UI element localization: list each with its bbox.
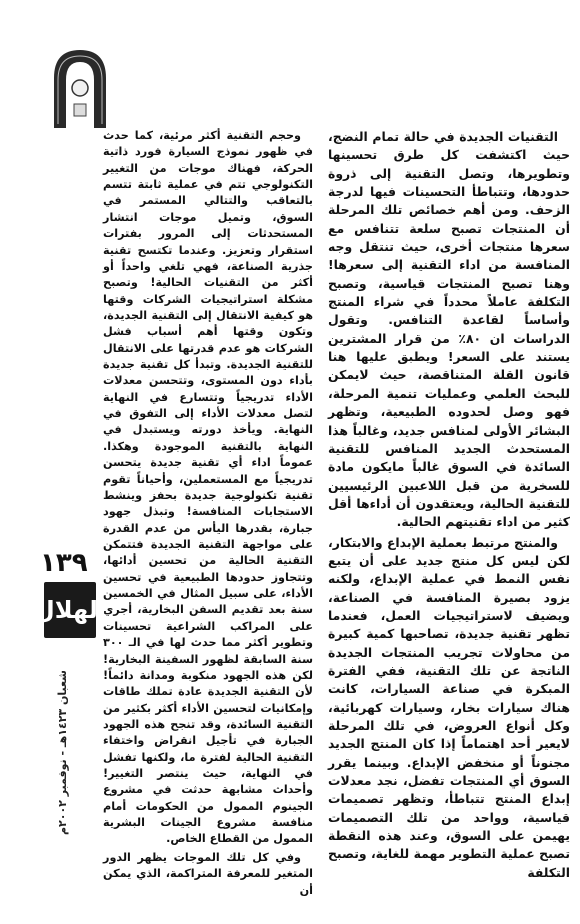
paragraph: التقنيات الجديدة في حالة تمام النضج، حيث اكتشفت كل طرق تحسينها وتطويرها، وتصل التقنية إلى ذروة حدودها، وتتباطأ التحسينات فيها لدرجة الزحف. ومن أهم خصائص تلك المرحلة أن المنتجات تصبح سلعة تتنافس مع سعرها منتجات أخرى، حيث تنتقل وجه المنافسة من اداء التقنية إلى سعرها! وهنا تصبح المنتجات قياسية، وتصبح التكلفة عاملاً محدداً في شراء المنتج وأساساً لقاعدة التنافس. وتقول الدراسات ان ٨٠٪ من قرار المشترين يستند على السعر! ويطبق عليها هنا قانون القلة المتناقصة، حيث لايمكن للبحث العلمي وعمليات تنمية المرحلة، فهو وصل لحدوده الطبيعية، وتظهر البشائر الأولى لمنافس جديد، وغالباً هذا المستحدث الجديد المنافس للتقنية السائدة في السوق غالباً مايكون مادة للسخرية من قبل اللاعبين الرئيسيين للتقنية الحالية، ويعتقدون أن أداءها أقل كثير من اداء تقنيتهم الحالية. <box>328 129 570 530</box>
issue-date-wrapper <box>56 670 69 860</box>
paragraph: وحجم التقنية أكثر مرئية، كما حدث في ظهور نموذج السيارة فورد ذاتية الحركة، فهناك موجات من التغيير التكنولوجي تتم في عملية ثابتة تتسم بالتعاقب والتتالي المستمر في السوق، وتميل موجات انتشار المستحدثات إلى المرور بفترات استقرار وتعزيز. وعندما تكتسح تقنية جذرية الصناعة، فهي تلغي واحداً أو أكثر من التقنيات الحالية! وتصبح مشكلة استراتيجيات الشركات وقتها هو كيفية الانتقال إلى التقنية الجديدة، وتكون وقتها أهم أسباب فشل الشركات هو عدم قدرتها على الانتقال للتقنية الجديدة. وتبدأ كل تقنية جديدة بأداء دون المستوى، وتتحسن معدلات الأداء تدريجياً وتتسارع في النهاية لتصل معدلات الأداء إلى التفوق في النهاية. ويأخذ دورته ويستبدل في النهاية بالتقنية الموجودة وهكذا. عموماً اداء أي تقنية جديدة يتحسن تدريجياً مع المستعملين، وأحياناً تقوم تقنية تكنولوجية جديدة بحفز وينشط الاستجابات المنافسة! وتبذل جهود جبارة، بقدرها اليأس من عدم القدرة على مواجهة التقنية الجديدة فتتمكن التقنية الحالية من تحسين أدائها، وتتجاوز حدودها الطبيعية في تحسين الأداء، على سبيل المثال في الخمسين سنة بعد تقديم السفن البخارية، أجري على المراكب الشراعية تحسينات وتطوير أكثر مما حدث لها في الـ ٣٠٠ سنة السابقة لظهور السفينة البخارية! لكن هذه الجهود منكوبة ومدانة دائماً! لأن التقنية الجديدة عادة تملك طاقات وإمكانيات لتحسين الأداء أكثر بكثير من التقنية السائدة، وقد تنجح هذه الجهود الجبارة في تأجيل انقراض واختفاء التقنية الحالية لفترة ما، ولكنها تفشل في النهاية، حيث ينتصر التغيير! وأحداث مشابهة حدثت في مشروع الجينوم الممول من الحكومات أمام منافسة مشروع الجينات البشرية الممول من القطاع الخاص. <box>103 129 313 846</box>
page-number: ١٣٩ <box>40 548 88 578</box>
article-column-right <box>328 128 570 884</box>
paragraph: وفي كل تلك الموجات يظهر الدور المتغير للمعرفة المتراكمة، الذي يمكن أن <box>103 850 313 897</box>
magazine-logo: الهلال <box>44 582 96 638</box>
issue-date: شعبان ١٤٢٣هـ - نوفمبر ٢٠٠٢م <box>56 670 69 836</box>
article-column-left <box>103 128 313 901</box>
arch-logo-icon <box>48 44 112 130</box>
paragraph: والمنتج مرتبط بعملية الإبداع والابتكار، لكن ليس كل منتج جديد على أن يتبع نفس النمط في عملية الإبداع، ولكنه يزود بصيرة المنافسة في الصناعة، ويضيف لاستراتيجيات العمل، فعندما تظهر تقنية جديدة، تصاحبها كمية كبيرة من محاولات تجريب المنتجات الجديدة الناتجة عن تلك التقنية، ففي الفترة المبكرة في صناعة السيارات، كانت هناك سيارات بخار، وسيارات كهربائية، وكل أنواع العروض، في تلك المرحلة لايعير أحد اهتماماً إذا كان المنتج الجديد مجنوناً أو منخفض الإبداع. وبينما يقرر السوق أي المنتجات تفضل، نجد معدلات إبداع المنتج تتباطأ، وتظهر تصميمات قياسية، وواحد من تلك التصميمات يهيمن على السوق، وعند هذه النقطة تصبح عملية التطوير مهمة للغاية، وتصبح التكلفة <box>328 534 570 880</box>
